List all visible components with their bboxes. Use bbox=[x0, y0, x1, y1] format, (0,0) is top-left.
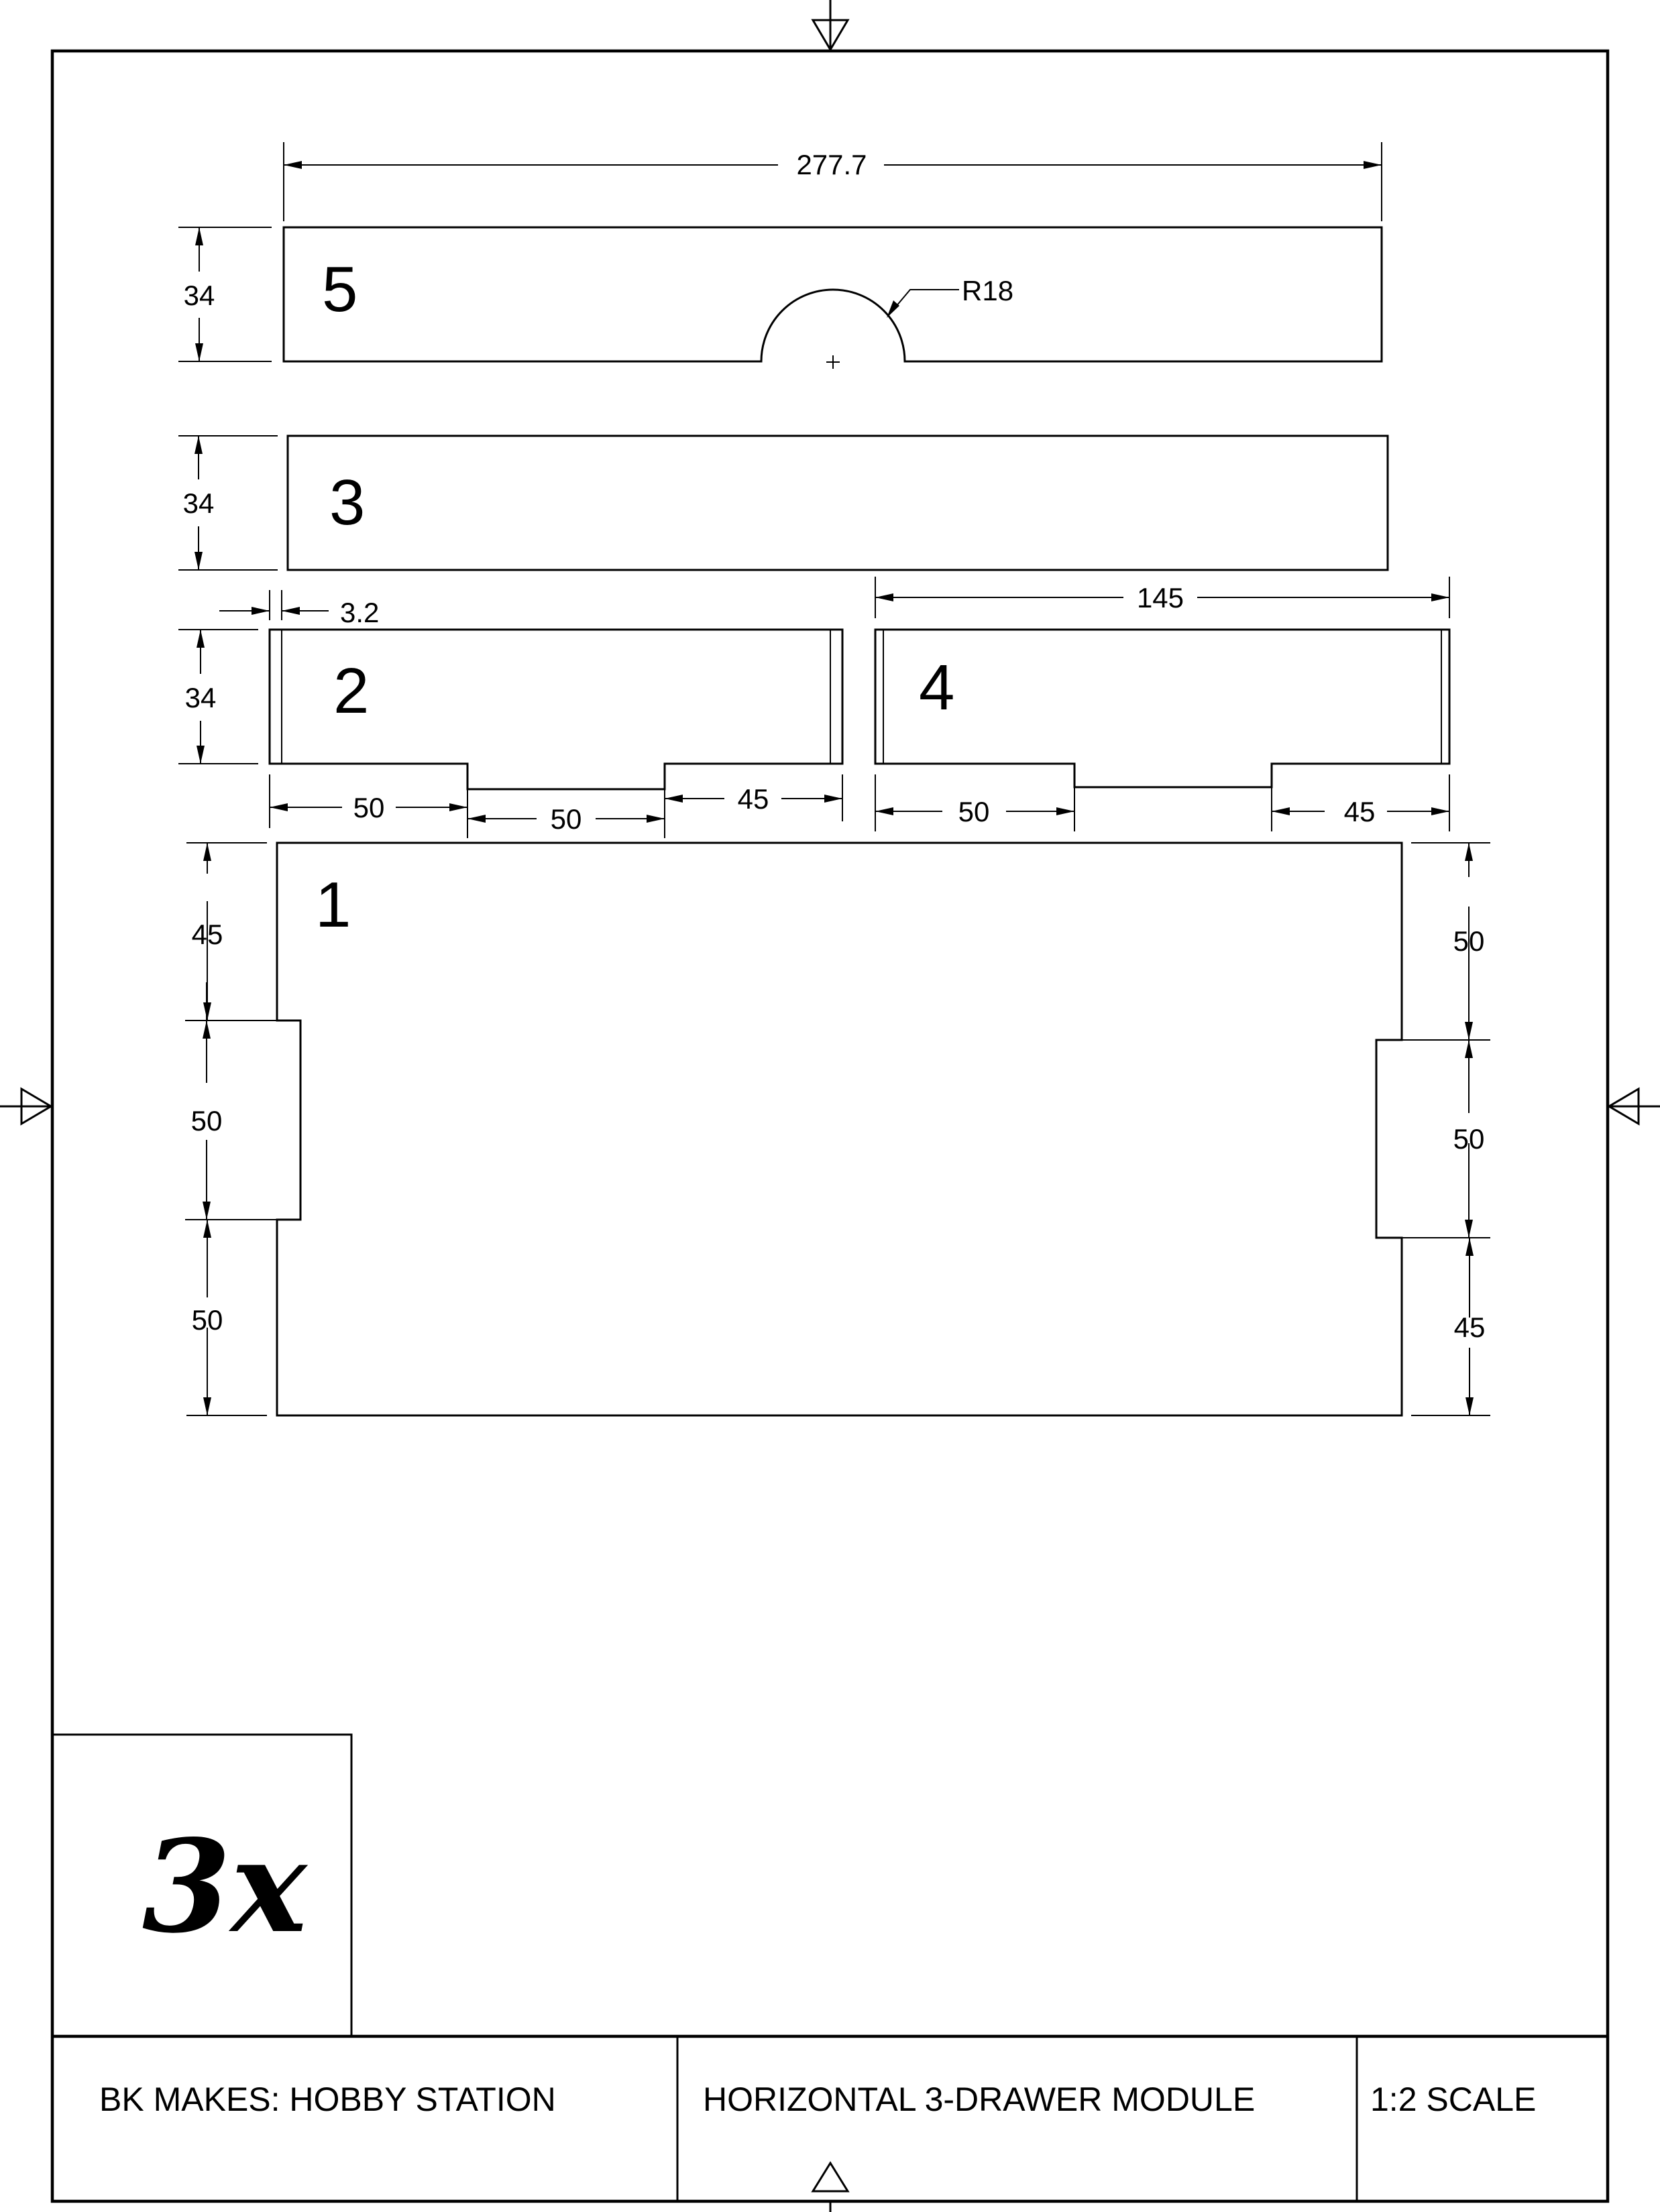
part-2-bottom-dim-2: 50 bbox=[550, 803, 582, 835]
part-2-groove-dim: 3.2 bbox=[340, 597, 380, 628]
part-3-number: 3 bbox=[329, 467, 366, 538]
part-2-height-dim: 34 bbox=[184, 682, 217, 713]
part-5-number: 5 bbox=[322, 253, 358, 325]
part-4-number: 4 bbox=[919, 652, 955, 723]
quantity-label: 3x bbox=[142, 1812, 307, 1961]
part-1-right-dim-2: 50 bbox=[1453, 1123, 1485, 1155]
part-4-width-dim: 145 bbox=[1136, 582, 1184, 614]
part-1-right-dim-3: 45 bbox=[1453, 1312, 1486, 1343]
title-drawing-name: HORIZONTAL 3-DRAWER MODULE bbox=[703, 2081, 1256, 2118]
part-2-number: 2 bbox=[333, 655, 370, 727]
part-5-width-dim: 277.7 bbox=[796, 149, 867, 180]
part-1-number: 1 bbox=[315, 869, 351, 941]
part-1-left-dim-3: 50 bbox=[191, 1304, 223, 1336]
part-2-bottom-dim-1: 50 bbox=[353, 792, 385, 823]
part-1-right-dim-1: 50 bbox=[1453, 925, 1485, 957]
center-marker-top bbox=[813, 0, 848, 51]
part-4-bottom-dim-1: 50 bbox=[958, 796, 990, 827]
part-5-radius-callout: R18 bbox=[962, 275, 1014, 306]
title-project: BK MAKES: HOBBY STATION bbox=[99, 2081, 556, 2118]
part-2-bottom-dim-3: 45 bbox=[737, 783, 769, 815]
part-5 bbox=[178, 142, 1382, 369]
center-marker-right bbox=[1608, 1089, 1660, 1124]
center-marker-bottom bbox=[813, 2163, 848, 2212]
part-3-height-dim: 34 bbox=[182, 487, 215, 519]
part-4 bbox=[875, 577, 1449, 831]
title-block bbox=[52, 2036, 1608, 2201]
part-1-left-dim-1: 45 bbox=[191, 919, 223, 950]
center-marker-left bbox=[0, 1089, 52, 1124]
part-5-height-dim: 34 bbox=[183, 280, 215, 311]
part-1 bbox=[185, 843, 1490, 1415]
title-scale: 1:2 SCALE bbox=[1370, 2081, 1537, 2118]
part-1-left-dim-2: 50 bbox=[190, 1105, 223, 1137]
part-4-bottom-dim-2: 45 bbox=[1343, 796, 1376, 827]
